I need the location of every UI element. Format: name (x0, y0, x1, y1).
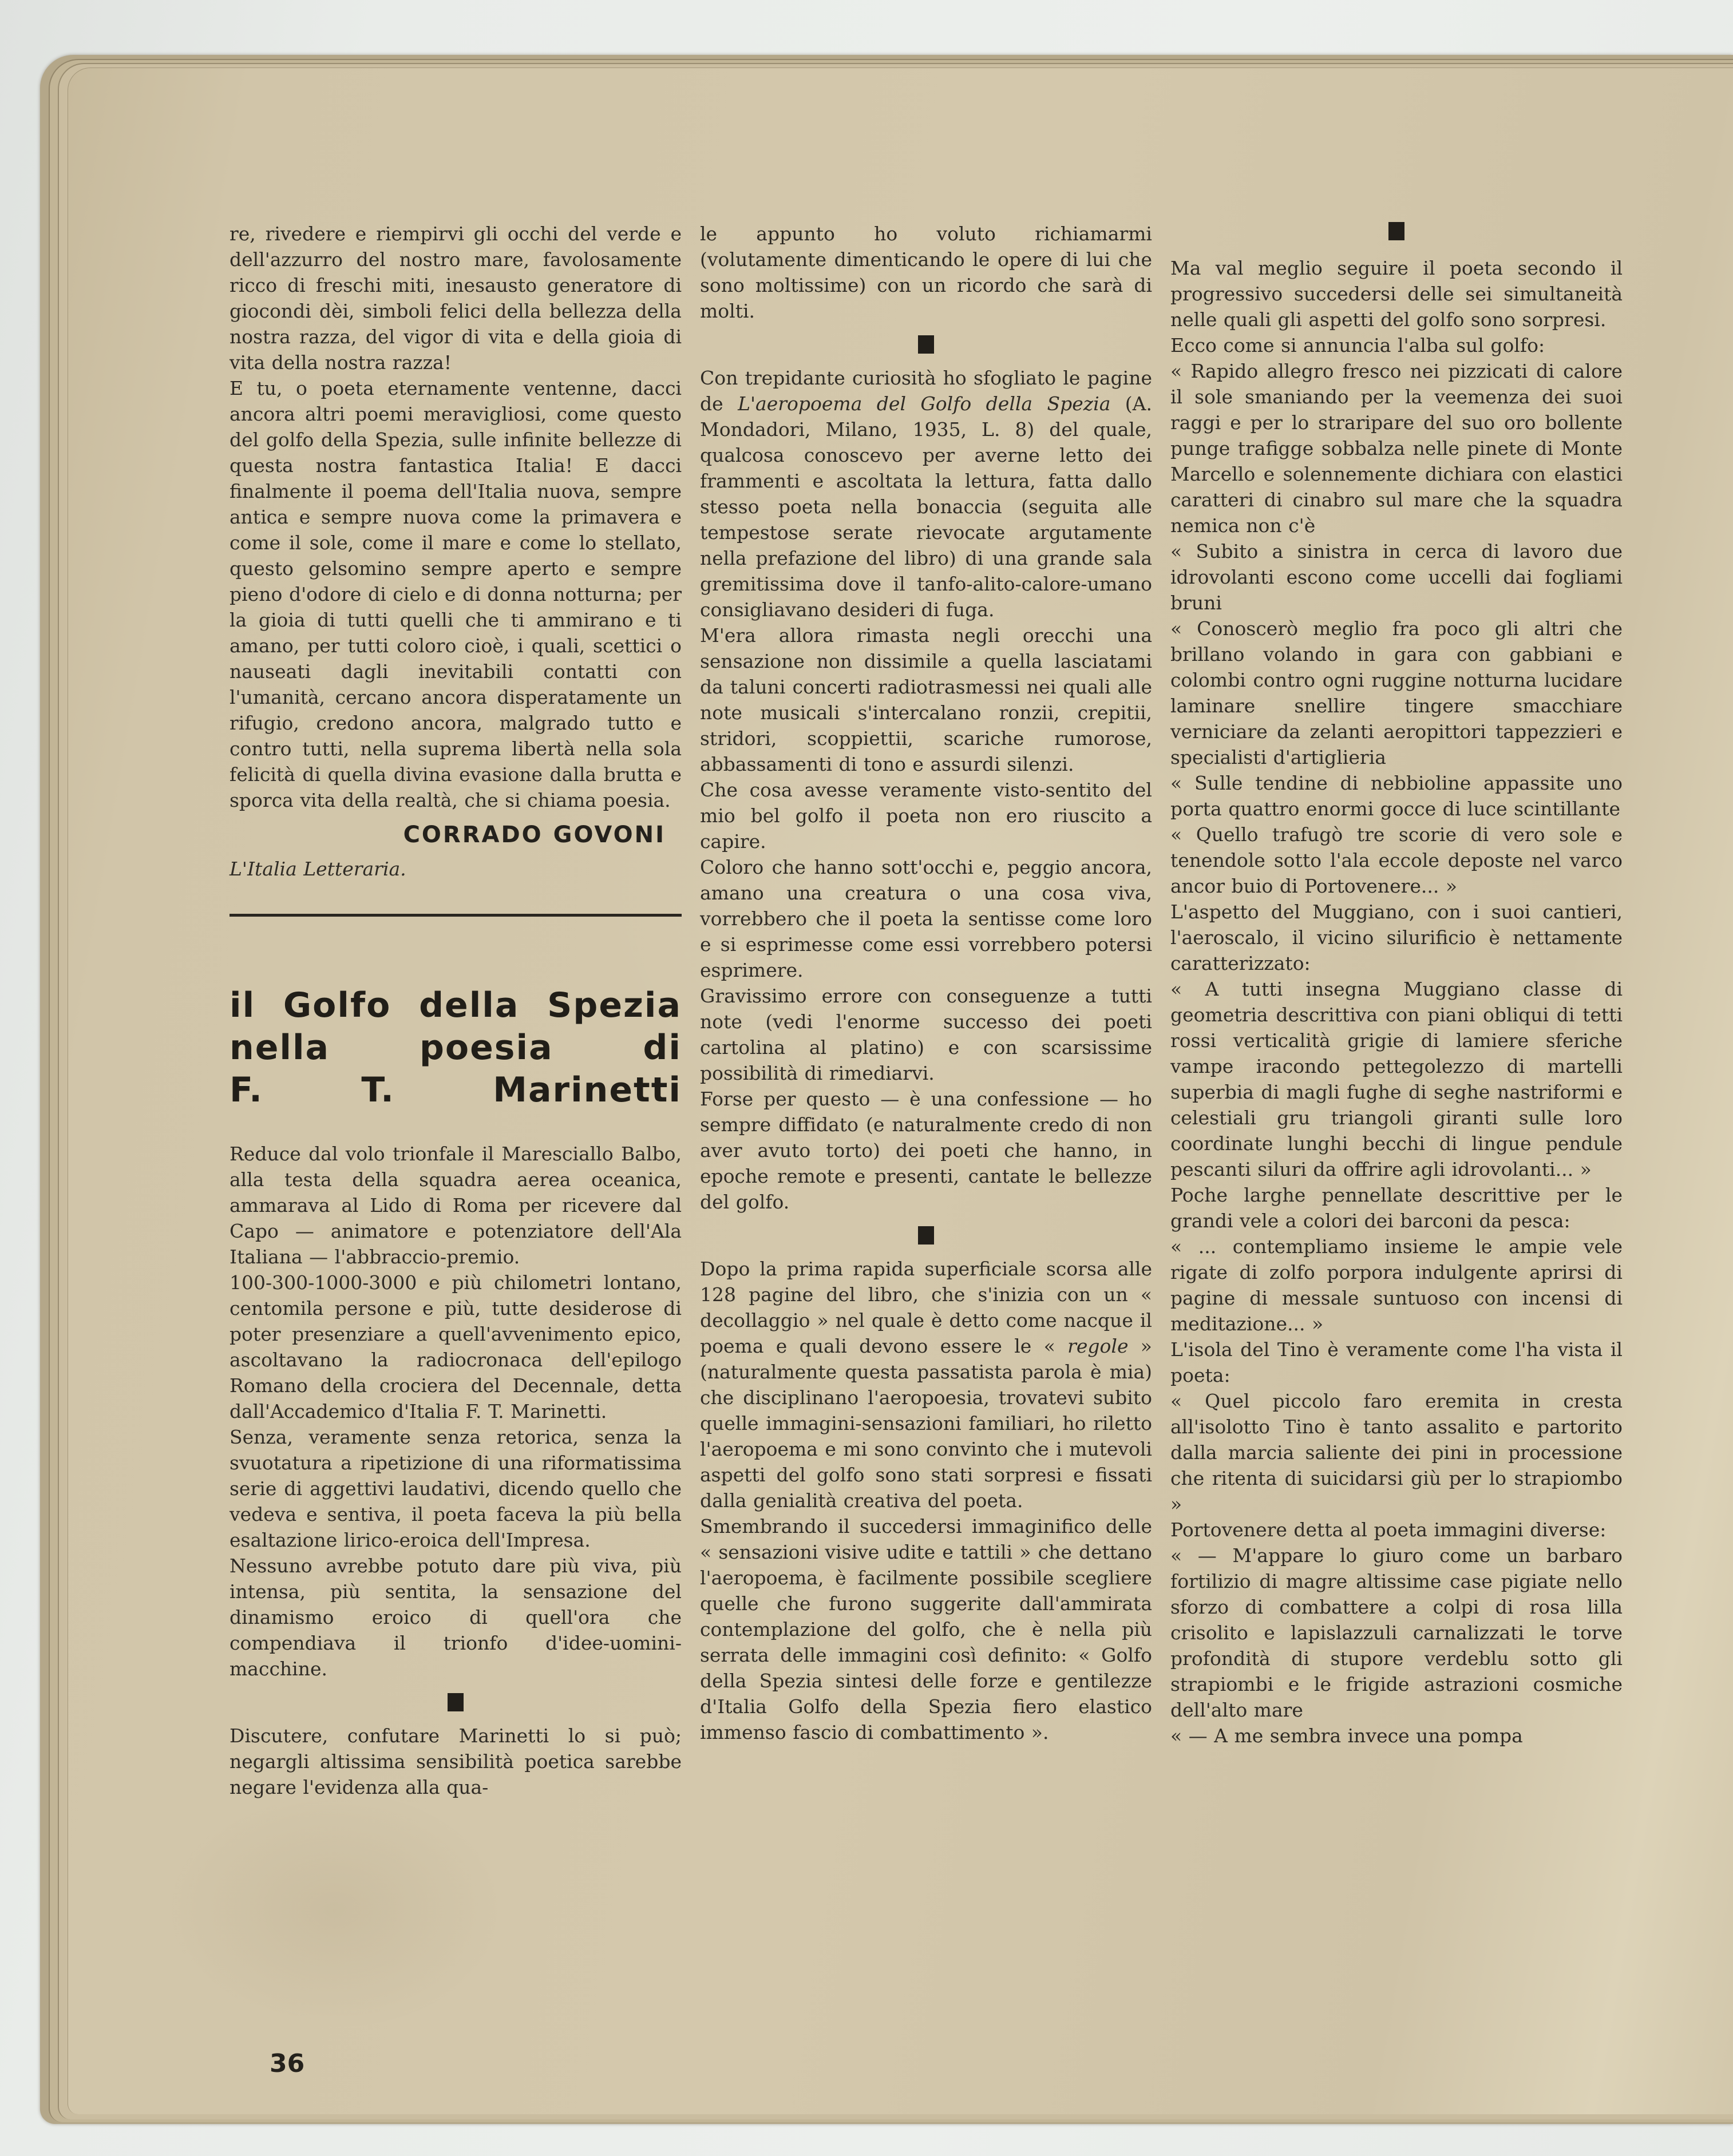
paragraph: 100-300-1000-3000 e più chilometri lontano, centomila persone e più, tutte desiderose di poter presenziare a quell'avvenimento epico, ascoltavano la radiocronaca dell'epilogo Romano della crociera del Decennale, detta dall'Accademico d'Italia F. T. Marinetti. (230, 1271, 682, 1422)
quoted-verse: « — M'appare lo giuro come un barbaro fortilizio di magre altissime case pigiate nello sforzo di combattere a colpi di rosa lilla crisolito e lapislazzuli carnalizzati le torve profondità di stupore verdeblu sotto gli strapiombi e le frigide astrazioni cosmiche dell'alto mare (1170, 1544, 1623, 1721)
text-segment: Dopo la prima rapida superficiale scorsa alle 128 pagine del libro, che s'inizia con un « decollaggio » nel quale è detto come nacque il poema e quali devono essere le « (700, 1258, 1152, 1357)
section-break-icon (918, 1226, 934, 1245)
headline-line-2: nella poesia di (230, 1028, 682, 1068)
quoted-verse: « Rapido allegro fresco nei pizzicati di calore il sole smaniando per la veemenza dei suoi raggi e per lo straripare del suo oro bollente punge trafigge sobbalza nelle pinete di Monte Marcello e solennemente dichiara con elastici caratteri di cinabro sul mare che la squadra nemica non c'è (1170, 360, 1623, 537)
paragraph: Senza, veramente senza retorica, senza la svuotatura a ripetizione di una riformatissima serie di aggettivi laudativi, dicendo quello che vedeva e sentiva, il poeta faceva la più bella esaltazione lirico-eroica dell'Impresa. (230, 1426, 682, 1551)
paragraph: re, rivedere e riempirvi gli occhi del verde e dell'azzurro del nostro mare, favolosamente ricco di freschi miti, inesausto generatore di giocondi dèi, simboli felici della bellezza della nostra razza, del vigor di vita e della gioia di vita della nostra razza! (230, 223, 682, 374)
paragraph: Ma val meglio seguire il poeta secondo il progressivo succedersi delle sei simultaneità nelle quali gli aspetti del golfo sono sorpresi. (1170, 257, 1623, 331)
quoted-verse: « A tutti insegna Muggiano classe di geometria descrittiva con piani obliqui di tetti rossi verticalità grigie di lamiere sferiche vampe iracondo pettegolezzo di martelli superbia di magli fughe di seghe nastriformi e celestiali gru triangoli giranti sulle loro coordinate lunghi becchi di lingue pendule pescanti siluri da offrire agli idrovolanti... » (1170, 978, 1623, 1180)
magazine-page (68, 68, 1733, 2114)
paragraph: Portovenere detta al poeta immagini diverse: (1170, 1519, 1607, 1541)
quoted-verse: « Quello trafugò tre scorie di vero sole e tenendole sotto l'ala eccole deposte nel varco ancor buio di Portovenere... » (1170, 823, 1623, 897)
paragraph: Smembrando il succedersi immaginifico delle « sensazioni visive udite e tattili » che dettano l'aeropoema, è facilmente possibile scegliere quelle che furono suggerite dall'ammirata contemplazione del golfo, che è nella più serrata delle immagini così definito: « Golfo della Spezia sintesi delle forze e gentilezze d'Italia Golfo della Spezia fiero elastico immenso fascio di combattimento ». (700, 1515, 1152, 1743)
section-break-icon (1388, 222, 1404, 240)
source-citation: L'Italia Letteraria. (230, 858, 406, 880)
paragraph: le appunto ho voluto richiamarmi (volutamente dimenticando le opere di lui che sono moltissime) con un ricordo che sarà di molti. (700, 223, 1152, 322)
paragraph (700, 1256, 1152, 1513)
page-number: 36 (270, 2049, 305, 2078)
book-title: L'aeropoema del Golfo della Spezia (738, 393, 1111, 415)
quoted-verse: « Conoscerò meglio fra poco gli altri che brillano volando in gara con gabbiani e colombi contro ogni ruggine notturna lucidare laminare snellire tingere smacchiare verniciare da zelanti aeropittori tappezzieri e specialisti d'artiglieria (1170, 617, 1623, 768)
quoted-verse: « ... contempliamo insieme le ampie vele rigate di zolfo porpora indulgente aprirsi di pagine di messale suntuoso con incensi di meditazione... » (1170, 1235, 1623, 1335)
paragraph: Reduce dal volo trionfale il Maresciallo Balbo, alla testa della squadra aerea oceanica, ammarava al Lido di Roma per ricevere dal Capo — animatore e potenziatore dell'Ala Italiana — l'abbraccio-premio. (230, 1143, 682, 1268)
paragraph: L'isola del Tino è veramente come l'ha vista il poeta: (1170, 1338, 1623, 1386)
text-segment: » (naturalmente questa passatista parola è mia) che disciplinano l'aeropoesia, trovatevi subito quelle immagini-sensazioni familiari, ho riletto l'aeropoema e mi sono convinto che i mutevoli aspetti del golfo sono stati sorpresi e fissati dalla genialità creativa del poeta. (700, 1335, 1152, 1512)
section-divider (230, 914, 682, 917)
emphasized-word: regole (1067, 1335, 1129, 1357)
text-segment: (A. Mondadori, Milano, 1935, L. 8) del quale, qualcosa conoscevo per averne letto dei frammenti e ascoltata la lettura, fatta dallo stesso poeta nella bonaccia (seguita alle tempestose serate rievocate argutamente nella prefazione del libro) di una grande sala gremitissima dove il tanfo-alito-calore-umano consigliavano desideri di fuga. (700, 393, 1152, 621)
paragraph: Nessuno avrebbe potuto dare più viva, più intensa, più sentita, la sensazione del dinamismo eroico di quell'ora che compendiava il trionfo d'idee-uomini-macchine. (230, 1555, 682, 1680)
column-3 (1170, 221, 1623, 1800)
paragraph: Forse per questo — è una confessione — ho sempre diffidato (e naturalmente credo di non aver avuto torto) dei poeti che hanno, in epoche remote e presenti, cantate le bellezze del golfo. (700, 1088, 1152, 1213)
section-break-icon (448, 1693, 464, 1711)
quoted-verse: « Subito a sinistra in cerca di lavoro due idrovolanti escono come uccelli dai fogliami bruni (1170, 540, 1623, 614)
section-break-icon (918, 335, 934, 354)
paragraph: Poche larghe pennellate descrittive per le grandi vele a colori dei barconi da pesca: (1170, 1184, 1623, 1232)
paragraph: Discutere, confutare Marinetti lo si può; negargli altissima sensibilità poetica sarebbe negare l'evidenza alla qua- (230, 1725, 682, 1798)
paragraph: Che cosa avesse veramente visto-sentito del mio bel golfo il poeta non ero riuscito a capire. (700, 779, 1152, 853)
quoted-verse: « Sulle tendine di nebbioline appassite uno porta quattro enormi gocce di luce scintillante (1170, 772, 1623, 820)
paragraph: Ecco come si annuncia l'alba sul golfo: (1170, 334, 1545, 356)
quoted-verse: « Quel piccolo faro eremita in cresta all'isolotto Tino è tanto assalito e partorito dalla marcia saliente dei pini in processione che ritenta di suicidarsi giù per lo strapiombo » (1170, 1390, 1623, 1515)
article-headline (230, 984, 682, 1111)
paragraph: M'era allora rimasta negli orecchi una sensazione non dissimile a quella lasciatami da taluni concerti radiotrasmessi nei quali alle note musicali s'intercalano ronzii, crepitii, stridori, scoppiettii, scariche rumorose, abbassamenti di tono e assurdi silenzi. (700, 624, 1152, 775)
author-signature: CORRADO GOVONI (403, 822, 666, 848)
paragraph: Coloro che hanno sott'occhi e, peggio ancora, amano una creatura o una cosa viva, vorrebbero che il poeta la sentisse come loro e si esprimesse come essi vorrebbero potersi esprimere. (700, 856, 1152, 981)
column-2 (700, 221, 1152, 1800)
text-segment: Con trepidante curiosità ho sfogliato le pagine de (700, 367, 1152, 415)
text-columns (68, 68, 1733, 1800)
headline-line-1: il Golfo della Spezia (230, 985, 682, 1025)
paragraph (700, 365, 1152, 623)
column-1 (230, 221, 682, 1800)
paragraph: E tu, o poeta eternamente ventenne, dacci ancora altri poemi meravigliosi, come questo del golfo della Spezia, sulle infinite bellezze di questa nostra fantastica Italia! E dacci finalmente il poema dell'Italia nuova, sempre antica e sempre nuova come la primavera e come il sole, come il mare e come lo stellato, questo gelsomino sempre aperto e sempre pieno d'odore di cielo e di donna notturna; per la gioia di tutti quelli che ti ammirano e ti amano, per tutti coloro cioè, i quali, scettici o nauseati dagli inevitabili contatti con l'umanità, cercano ancora disperatamente un rifugio, credono ancora, malgrado tutto e contro tutti, nella suprema libertà nella sola felicità di quella divina evasione dalla brutta e sporca vita della realtà, che si chiama poesia. (230, 377, 682, 811)
paragraph: L'aspetto del Muggiano, con i suoi cantieri, l'aeroscalo, il vicino silurificio è nettamente caratterizzato: (1170, 901, 1623, 974)
paragraph: Gravissimo errore con conseguenze a tutti note (vedi l'enorme successo dei poeti cartolina al platino) e con scarsissime possibilità di rimediarvi. (700, 985, 1152, 1084)
headline-line-3: F. T. Marinetti (230, 1070, 682, 1110)
quoted-verse: « — A me sembra invece una pompa (1170, 1725, 1523, 1747)
